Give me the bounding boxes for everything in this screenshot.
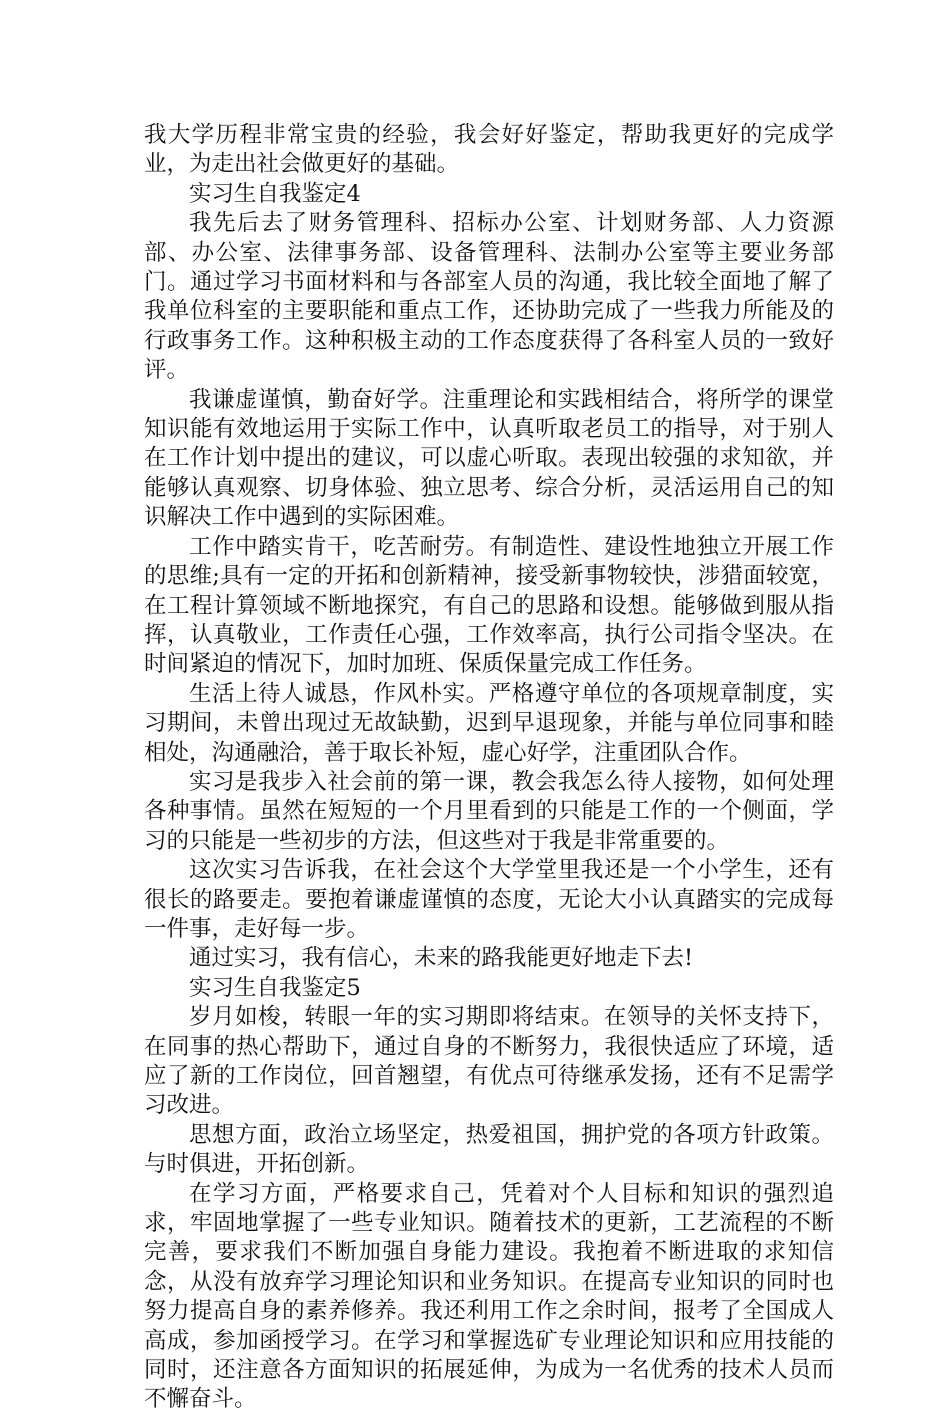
paragraph: 这次实习告诉我，在社会这个大学堂里我还是一个小学生，还有很长的路要走。要抱着谦虚谨慎的态度，无论大小认真踏实的完成每一件事，走好每一步。 [144, 857, 834, 942]
paragraph: 生活上待人诚恳，作风朴实。严格遵守单位的各项规章制度，实习期间，未曾出现过无故缺勤，迟到早退现象，并能与单位同事和睦相处，沟通融洽，善于取长补短，虚心好学，注重团队合作。 [144, 680, 834, 766]
paragraph: 我先后去了财务管理科、招标办公室、计划财务部、人力资源部、办公室、法律事务部、设备管理科、法制办公室等主要业务部门。通过学习书面材料和与各部室人员的沟通，我比较全面地了解了我单位科室的主要职能和重点工作，还协助完成了一些我力所能及的行政事务工作。这种积极主动的工作态度获得了各科室人员的一致好评。 [144, 210, 834, 384]
section-heading-4: 实习生自我鉴定4 [189, 180, 361, 207]
document-page [144, 121, 834, 1415]
paragraph: 实习是我步入社会前的第一课，教会我怎么待人接物，如何处理各种事情。虽然在短短的一个月里看到的只能是工作的一个侧面，学习的只能是一些初步的方法，但这些对于我是非常重要的。 [144, 768, 834, 854]
paragraph: 思想方面，政治立场坚定，热爱祖国，拥护党的各项方针政策。与时俱进，开拓创新。 [144, 1121, 834, 1178]
paragraph: 工作中踏实肯干，吃苦耐劳。有制造性、建设性地独立开展工作的思维;具有一定的开拓和创新精神，接受新事物较快，涉猎面较宽，在工程计算领域不断地探究，有自己的思路和设想。能够做到服从指挥，认真敬业，工作责任心强，工作效率高，执行公司指令坚决。在时间紧迫的情况下，加时加班、保质保量完成工作任务。 [144, 533, 834, 678]
paragraph: 岁月如梭，转眼一年的实习期即将结束。在领导的关怀支持下，在同事的热心帮助下，通过自身的不断努力，我很快适应了环境，适应了新的工作岗位，回首翘望，有优点可待继承发扬，还有不足需学习改进。 [144, 1004, 834, 1119]
paragraph-continuation: 我大学历程非常宝贵的经验，我会好好鉴定，帮助我更好的完成学业，为走出社会做更好的基础。 [144, 122, 834, 178]
paragraph: 我谦虚谨慎，勤奋好学。注重理论和实践相结合，将所学的课堂知识能有效地运用于实际工作中，认真听取老员工的指导，对于别人在工作计划中提出的建议，可以虚心听取。表现出较强的求知欲，并能够认真观察、切身体验、独立思考、综合分析，灵活运用自己的知识解决工作中遇到的实际困难。 [144, 386, 834, 531]
section-heading-5: 实习生自我鉴定5 [189, 974, 361, 1001]
paragraph: 在学习方面，严格要求自己，凭着对个人目标和知识的强烈追求，牢固地掌握了一些专业知识。随着技术的更新，工艺流程的不断完善，要求我们不断加强自身能力建设。我抱着不断进取的求知信念，从没有放弃学习理论知识和业务知识。在提高专业知识的同时也努力提高自身的素养修养。我还利用工作之余时间，报考了全国成人高成，参加函授学习。在学习和掌握选矿专业理论知识和应用技能的同时，还注意各方面知识的拓展延伸，为成为一名优秀的技术人员而不懈奋斗。 [144, 1180, 834, 1413]
paragraph: 通过实习，我有信心，未来的路我能更好地走下去! [189, 945, 694, 972]
